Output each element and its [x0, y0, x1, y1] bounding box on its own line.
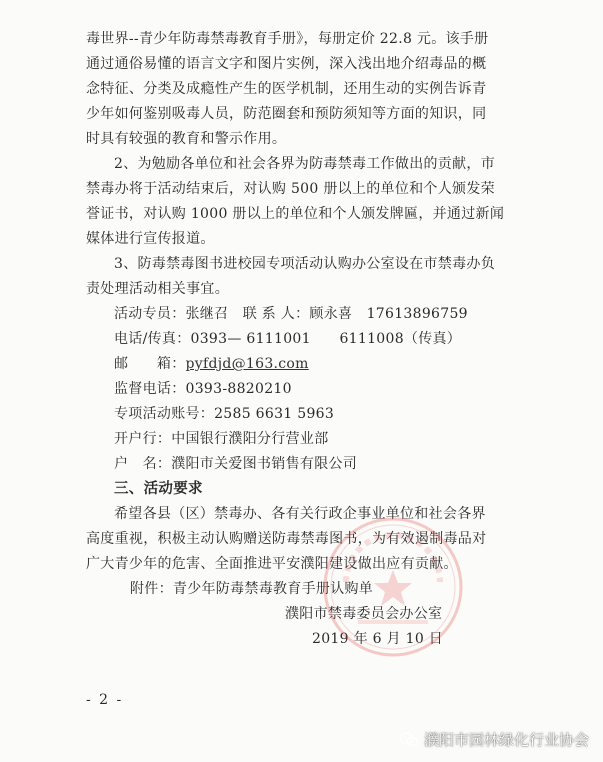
email-label: 邮 箱： [114, 356, 186, 372]
body-line-10: 3、防毒禁毒图书进校园专项活动认购办公室设在市禁毒办负 [114, 256, 496, 272]
requirement-line-3: 广大青少年的危害、全面推进平安濮阳建设做出应有贡献。 [86, 556, 458, 572]
body-line-9: 媒体进行宣传报道。 [86, 231, 215, 247]
body-line-6: 2、为勉励各单位和社会各界为防毒禁毒工作做出的贡献，市 [114, 156, 496, 172]
body-line-7: 禁毒办将于活动结束后，对认购 500 册以上的单位和个人颁发荣 [86, 181, 495, 197]
page-number: - 2 - [86, 692, 124, 708]
body-line-2: 通过通俗易懂的语言文字和图片实例，深入浅出地介绍毒品的概 [86, 56, 487, 72]
contact-phone: 电话/传真：0393— 6111001 6111008（传真） [114, 331, 462, 347]
wechat-icon [399, 732, 419, 748]
issuer-line: 濮阳市禁毒委员会办公室 [285, 606, 443, 622]
contact-supervision: 监督电话：0393-8820210 [114, 381, 292, 397]
body-line-3: 念特征、分类及成瘾性产生的医学机制，还用生动的实例告诉青 [86, 81, 487, 97]
body-line-8: 誉证书，对认购 1000 册以上的单位和个人颁发牌匾，并通过新闻 [86, 206, 505, 222]
contact-email-row [114, 355, 309, 373]
account-watermark [399, 729, 589, 750]
watermark-text: 濮阳市园林绿化行业协会 [423, 731, 589, 749]
contact-bank: 开户行：中国银行濮阳分行营业部 [114, 431, 329, 447]
contact-staff: 活动专员：张继召 联 系 人：顾永喜 17613896759 [114, 306, 468, 322]
requirement-line-1: 希望各县（区）禁毒办、各有关行政企事业单位和社会各界 [114, 506, 486, 522]
contact-account: 专项活动账号：2585 6631 5963 [114, 406, 335, 422]
date-line: 2019 年 6 月 10 日 [312, 631, 444, 647]
attachment-line: 附件：青少年防毒禁毒教育手册认购单 [130, 581, 374, 597]
body-line-1: 毒世界--青少年防毒禁毒教育手册》，每册定价 22.8 元。该手册 [86, 31, 489, 47]
contact-account-name: 户 名：濮阳市关爱图书销售有限公司 [114, 456, 358, 472]
body-line-11: 责处理活动相关事宜。 [86, 281, 229, 297]
body-line-5: 时具有较强的教育和警示作用。 [86, 131, 287, 147]
email-link[interactable]: pyfdjd@163.com [185, 356, 309, 372]
body-line-4: 少年如何鉴别吸毒人员，防范圈套和预防须知等方面的知识，同 [86, 106, 487, 122]
section-heading: 三、活动要求 [114, 481, 203, 497]
requirement-line-2: 高度重视，积极主动认购赠送防毒禁毒图书，为有效遏制毒品对 [86, 531, 487, 547]
